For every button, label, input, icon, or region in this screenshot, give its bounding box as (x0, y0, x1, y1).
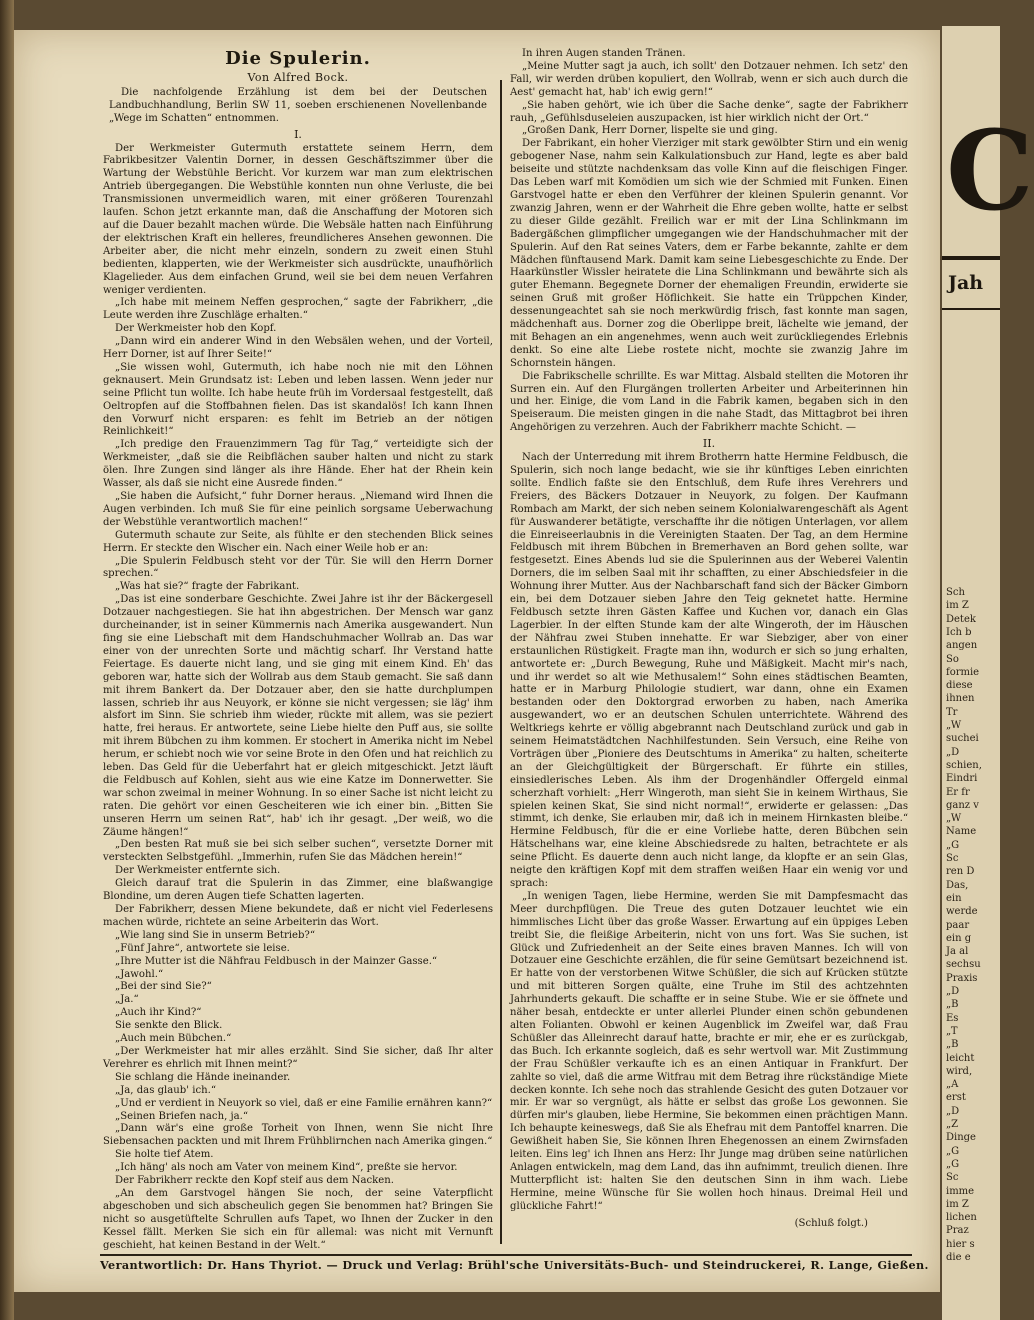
paragraph: „Die Spulerin Feldbusch steht vor der Tür. Sie will den Herrn Dorner sprechen.“ (103, 555, 493, 580)
adjacent-fragment: sechsu (946, 959, 981, 971)
adjacent-fragment: „B (946, 999, 959, 1011)
section-heading-2: II. (702, 437, 716, 451)
paragraph: Die Fabrikschelle schrillte. Es war Mittag. Alsbald stellten die Motoren ihr Surren ein. Auf den Flurgängen trollerten Arbeiter und Arbeiterinnen hin und her. Einige, die vom Land in die Fabrik kamen, begaben sich in den Speiseraum. Die meisten gingen in die nahe Stadt, das Mittagbrot bei ihren Angehörigen zu verzehren. Auch der Fabrikherr machte Schicht. — (510, 370, 908, 434)
footer-rule (100, 1254, 912, 1256)
paragraph: „Wie lang sind Sie in unserm Betrieb?“ (115, 929, 316, 941)
adjacent-masthead-letter: C (946, 106, 1034, 235)
paragraph: „Auch ihr Kind?“ (115, 1007, 202, 1019)
adjacent-fragment: lichen (946, 1212, 977, 1224)
paragraph: „Sie haben gehört, wie ich über die Sache denke“, sagte der Fabrikherr rauh, „Gefühlsduseleien auszupacken, ist hier wirklich nicht der Ort.“ (510, 99, 908, 124)
adjacent-fragment: leicht (946, 1052, 975, 1064)
right-column-body-2 (510, 452, 908, 1213)
column-divider (500, 80, 502, 1244)
paragraph: „Ich habe mit meinem Neffen gesprochen,“ sagte der Fabrikherr, „die Leute werden ihre Zuschläge erhalten.“ (103, 297, 493, 322)
adjacent-fragment: „B (946, 1039, 959, 1051)
adjacent-fragment: werde (946, 906, 978, 918)
adjacent-rule-top (942, 256, 1000, 260)
adjacent-fragment: Es (946, 1012, 959, 1024)
paragraph: „Jawohl.“ (115, 968, 164, 980)
adjacent-fragment: „G (946, 1158, 960, 1170)
imprint-footer: Verantwortlich: Dr. Hans Thyriot. — Druck und Verlag: Brühl'sche Universitäts-Buch- und Steindruckerei, R. Lange, Gießen. (100, 1258, 929, 1272)
paragraph: „Ich häng' als noch am Vater von meinem Kind“, preßte sie hervor. (115, 1162, 458, 1174)
adjacent-fragment: erst (946, 1092, 966, 1104)
adjacent-fragment: Eindri (946, 773, 978, 785)
paragraph: „Dann wird ein anderer Wind in den Websälen wehen, und der Vorteil, Herr Dorner, ist auf Ihrer Seite!“ (103, 336, 493, 361)
adjacent-fragment: Dinge (946, 1132, 976, 1144)
paragraph: „Seinen Briefen nach, ja.“ (115, 1110, 248, 1122)
adjacent-fragment: hier s (946, 1238, 975, 1250)
paragraph: In ihren Augen standen Tränen. (522, 48, 686, 59)
adjacent-fragment: angen (946, 640, 978, 652)
adjacent-fragment: Sch (946, 587, 965, 598)
paragraph: „Fünf Jahre“, antwortete sie leise. (115, 942, 290, 954)
paragraph: „Sie wissen wohl, Gutermuth, ich habe noch nie mit den Löhnen geknausert. Mein Grundsatz ist: Leben und leben lassen. Wenn jeder nur seine Pflicht tun wollte. Ich habe heute früh im Vordersaal festgestellt, daß Oeltropfen auf die Stoffbahnen fielen. Das ist skandalös! Ich kann Ihnen den Vorwurf nicht ersparen: es fehlt im Betrieb an der nötigen Reinlichkeit!“ (103, 361, 493, 438)
paragraph: „Großen Dank, Herr Dorner, lispelte sie und ging. (522, 125, 778, 137)
adjacent-fragment: „G (946, 839, 960, 851)
adjacent-page (942, 26, 1034, 1320)
adjacent-fragment: imme (946, 1185, 975, 1197)
adjacent-fragment: Detek (946, 613, 976, 625)
adjacent-fragment: „W (946, 813, 962, 825)
right-column (510, 48, 908, 1256)
adjacent-fragment: „Z (946, 1119, 959, 1130)
paragraph: „Sie haben die Aufsicht,“ fuhr Dorner heraus. „Niemand wird Ihnen die Augen verbinden. Ich muß Sie für eine peinlich sorgsame Ueberwachung der Webstühle verantwortlich machen!“ (103, 491, 493, 528)
adjacent-fragment: schien, (946, 759, 982, 771)
adjacent-fragment: Das, (946, 879, 969, 891)
adjacent-fragment: Ich b (946, 626, 972, 638)
paragraph: „Was hat sie?“ fragte der Fabrikant. (115, 581, 300, 593)
paragraph: „Auch mein Bübchen.“ (115, 1033, 232, 1045)
paragraph: Gutermuth schaute zur Seite, als fühlte er den stechenden Blick seines Herrn. Er steckte den Wischer ein. Nach einer Weile hob er an: (103, 529, 493, 554)
adjacent-fragment: die e (946, 1252, 971, 1263)
paragraph: „Den besten Rat muß sie bei sich selber suchen“, versetzte Dorner mit versteckten Selbstgefühl. „Immerhin, rufen Sie das Mädchen herein!“ (103, 839, 493, 864)
article-author: Von Alfred Bock. (247, 71, 349, 84)
adjacent-fragment: formie (946, 666, 980, 678)
adjacent-fragment: ganz v (946, 799, 979, 811)
adjacent-fragment: Ja al (946, 946, 969, 958)
adjacent-fragment: „G (946, 1145, 960, 1157)
article-intro: Die nachfolgende Erzählung ist dem bei der Deutschen Landbuchhandlung, Berlin SW 11, soeben erschienenen Novellenbande „Wege im Schatten“ entnommen. (109, 86, 487, 124)
left-column (103, 48, 493, 1256)
adjacent-rule-bottom (942, 308, 1000, 310)
adjacent-fragment: Er fr (946, 786, 970, 798)
adjacent-fragment: Tr (946, 706, 958, 718)
adjacent-fragment: „T (946, 1025, 958, 1037)
paragraph: „In wenigen Tagen, liebe Hermine, werden Sie mit Dampfesmacht das Meer durchpflügen. Die Treue des guten Dotzauer leuchtet wie ein himmlisches Licht über das große Wasser. Erwartung auf ein üppiges Leben treibt Sie, die fleißige Arbeiterin, nicht von uns fort. Was Sie suchen, ist Glück und Zufriedenheit an der Seite eines braven Mannes. Ich will von Dotzauer eine Geschichte erzählen, die für seine Gemütsart bezeichnend ist. Er hatte von der verstorbenen Witwe Schüßler, die sich auf Krücken stützte und mit bitteren Sorgen quälte, eine Truhe im Stil des achtzehnten Jahrhunderts gekauft. Die schaffte er in seine Stube. Wie er sie öffnete und näher besah, entdeckte er unter allerlei Plunder einen schön gebundenen alten Folianten. Obwohl er keinen Augenblick im Zweifel war, daß Frau Schüßler das Alleinrecht darauf hatte, brachte er mir, ehe er es zurückgab, das Buch. Ich erkannte sogleich, daß es sehr wertvoll war. Mit Zustimmung der Frau Schüßler verkaufte ich es an einen Antiquar in Frankfurt. Der zahlte so viel, daß die arme Witfrau mit dem Betrag ihre rückständige Miete decken konnte. Ich sehe noch das strahlende Gesicht des guten Dotzauer vor mir. Er war so vergnügt, als hätte er selbst das große Los gewonnen. Sie dürfen mir's glauben, liebe Hermine, Sie bekommen einen prächtigen Mann. Ich behaupte keineswegs, daß Sie als Ehefrau mit dem Pantoffel knarren. Die Gewißheit haben Sie, Sie können Ihren Ehegenossen an einem Zwirnsfaden leiten. Eins leg' ich Ihnen ans Herz: Ihr Junge mag drüben seine natürlichen Anlagen entwickeln, mag dem Land, das ihn aufnimmt, treulich dienen. Ihre Mutterpflicht ist: halten Sie den deutschen Sinn in ihm wach. Liebe Hermine, meine Wünsche für Sie wollen hoch hinaus. Dreimal Heil und glückliche Fahrt!“ (510, 890, 908, 1212)
adjacent-fragment: „D (946, 986, 960, 997)
paragraph: Der Werkmeister entfernte sich. (115, 865, 281, 877)
paragraph: „Dann wär's eine große Torheit von Ihnen, wenn Sie nicht Ihre Siebensachen packten und mit Ihrem Frühblirnchen nach Amerika gingen.“ (103, 1123, 493, 1148)
right-column-body-1 (510, 48, 908, 435)
paragraph: Gleich darauf trat die Spulerin in das Zimmer, eine blaßwangige Blondine, um deren Augen tiefe Schatten lagerten. (103, 878, 493, 903)
paragraph: „Der Werkmeister hat mir alles erzählt. Sind Sie sicher, daß Ihr alter Verehrer es ehrlich mit Ihnen meint?“ (103, 1045, 493, 1070)
paragraph: „Und er verdient in Neuyork so viel, daß er eine Familie ernähren kann?“ (115, 1097, 493, 1109)
paragraph: „Meine Mutter sagt ja auch, ich sollt' den Dotzauer nehmen. Ich setz' den Fall, wir werden drüben kopuliert, den Wollrab, wenn er sich auch durch die Aest' gemacht hat, hab' ich ewig gern!“ (510, 60, 908, 98)
paragraph: Sie holte tief Atem. (115, 1149, 214, 1161)
book-fold (0, 0, 14, 1320)
adjacent-fragment: ren D (946, 866, 975, 878)
continued-note: (Schluß folgt.) (794, 1217, 868, 1229)
section-heading-1: I. (294, 127, 302, 141)
adjacent-fragment: paar (946, 919, 970, 931)
adjacent-fragment: im Z (946, 1198, 969, 1210)
paragraph: Sie senkte den Blick. (115, 1020, 223, 1032)
adjacent-fragment: So (946, 653, 959, 665)
adjacent-fragment: Name (946, 826, 977, 838)
adjacent-fragment: ein g (946, 932, 972, 944)
paragraph: Nach der Unterredung mit ihrem Brotherrn hatte Hermine Feldbusch, die Spulerin, sich noch lange bedacht, wie sie ihr künftiges Leben einrichten sollte. Endlich faßte sie den Entschluß, dem Rufe ihres Verehrers und Freiers, des Bäckers Dotzauer in Neuyork, zu folgen. Der Kaufmann Rombach am Markt, der sich neben seinem Kolonialwarengeschäft als Agent für Auswanderer betätigte, verschaffte ihr die nötigen Unterlagen, vor allem die Einreiseerlaubnis in die Vereinigten Staaten. Der Tag, an dem Hermine Feldbusch mit ihrem Bübchen in Bremerhaven an Bord gehen sollte, war festgesetzt. Eines Abends lud sie die Spulerinnen aus der Weberei Valentin Dorners, die im selben Saal mit ihr schafften, zu einer Abschiedsfeier in die Wohnung ihrer Mutter. Aus der Nachbarschaft fand sich der Bäcker Gimborn ein, bei dem Dotzauer sieben Jahre den Teig geknetet hatte. Hermine Feldbusch setzte ihren Gästen Kaffee und Kuchen vor, danach ein Glas Lagerbier. In der elften Stunde kam der alte Wingeroth, der im Häuschen der Nähfrau zwei Stuben innehatte. Er war Siebziger, aber von einer erstaunlichen Rüstigkeit. Fragte man ihn, wodurch er sich so jung erhalten, antwortete er: „Durch Bewegung, Ruhe und Mäßigkeit. Macht mir's nach, und ihr werdet so alt wie Methusalem!“ Sohn eines städtischen Beamten, hatte er in Marburg Philologie studiert, war dann, ohne ein Examen bestanden oder den Doktorgrad erworben zu haben, nach Amerika ausgewandert, wo er an deutschen Schulen unterrichtete. Während des Weltkriegs kehrte er völlig abgebrannt nach Deutschland zurück und gab in seinem Heimatstädtchen Nachhilfestunden. Sein Versuch, eine Reihe von Vorträgen über „Pioniere des Deutschtums in Amerika“ zu halten, scheiterte an der Gleichgültigkeit der Bürgerschaft. Er führte ein stilles, einsiedlerisches Leben. Als ihm der Drogenhändler Offergeld einmal scherzhaft vorhielt: „Herr Wingeroth, man sieht Sie in keinem Wirthaus, Sie spielen keinen Skat, Sie sind nicht normal!“, erwiderte er gelassen: „Das stimmt, ich denke, Sie erlauben mir, daß ich in meinem Hirnkasten bleibe.“ Hermine Feldbusch, für die er eine Vorliebe hatte, deren Bübchen sein Hätschelhans war, eine kleine Abschiedsrede zu halten, betrachtete er als seine Pflicht. Es dauerte denn auch nicht lange, da klopfte er an sein Glas, neigte den kräftigen Kopf mit dem straffen weißen Haar ein wenig vor und sprach: (510, 452, 908, 889)
adjacent-fragment: wird, (946, 1065, 973, 1077)
paragraph: „Ich predige den Frauenzimmern Tag für Tag,“ verteidigte sich der Werkmeister, „daß sie die Reibflächen sauber halten und nicht zu stark ölen. Ihre Zungen sind länger als ihre Hände. Eher hat der Rhein kein Wasser, als daß sie nicht eine Ausrede finden.“ (103, 439, 493, 490)
adjacent-fragment: ein (946, 892, 962, 904)
article-title: Die Spulerin. (225, 48, 371, 69)
paragraph: „Das ist eine sonderbare Geschichte. Zwei Jahre ist ihr der Bäckergesell Dotzauer nachgestiegen. Sie hat ihn abgestrichen. Der Mensch war ganz durcheinander, ist in seiner Kümmernis nach Amerika ausgewandert. Nun fing sie eine Liebschaft mit dem Handschuhmacher Wollrab an. Das war einer von der unrechten Sorte und mächtig scharf. Ihr Verstand hatte Feiertage. Es dauerte nicht lang, und sie ging mit einem Kind. Eh' das geboren war, hatte sich der Wollrab aus dem Staub gemacht. Sie saß dann mit ihrem Bankert da. Der Dotzauer aber, den sie hatte durchplumpen lassen, schrieb ihr aus Neuyork, er könne sie nicht vergessen; sie läg' ihm alsfort im Sinn. Sie schrieb ihm wieder, rückte mit allem, was sie peziert hatte, frei heraus. Er antwortete, seine Liebe hielte den Puff aus, sie sollte mit ihrem Bübchen zu ihm kommen. Er stochert in Amerika nicht im Nebel herum, er schiebt noch wie vor seine Brote in den Ofen und hat reichlich zu leben. Das Geld für die Ueberfahrt hat er gleich mitgeschickt. Jetzt läuft die Feldbusch auf Kohlen, sieht aus wie eine Katze im Donnerwetter. Sie war schon zweimal in meiner Wohnung. In so einer Sache ist nicht leicht zu raten. Die gehört vor einen Gescheiteren wie ich einer bin. „Bitten Sie unseren Herrn um seinen Rat“, hab' ich ihr gesagt. „Der weiß, wo die Zäume hängen!“ (103, 594, 493, 838)
adjacent-fragment: ihnen (946, 693, 975, 705)
adjacent-header-word: Jah (948, 272, 984, 294)
paragraph: „An dem Garstvogel hängen Sie noch, der seine Vaterpflicht abgeschoben und sich abscheulich gegen Sie benommen hat? Bringen Sie nicht so ausgetüftelte Schrullen aufs Tapet, wo Ihnen der Zucker in den Kessel fällt. Merken Sie sich ein für allemal: was nicht mit Vernunft geschieht, hat keinen Bestand in der Welt.“ (103, 1187, 493, 1251)
paragraph: „Ja, das glaub' ich.“ (115, 1084, 216, 1096)
adjacent-fragment: suchei (946, 733, 979, 745)
paragraph: Der Werkmeister hob den Kopf. (115, 323, 277, 335)
adjacent-fragment: Praxis (946, 972, 978, 984)
adjacent-fragment: „W (946, 720, 962, 731)
adjacent-fragment: diese (946, 680, 973, 692)
paragraph: Der Werkmeister Gutermuth erstattete seinem Herrn, dem Fabrikbesitzer Valentin Dorner, in dessen Geschäftszimmer über die Wartung der Webstühle Bericht. Vor kurzem war man zum elektrischen Antrieb übergegangen. Die Webstühle konnten nun ohne Verluste, die bei Transmissionen unvermeidlich waren, mit einer größeren Tourenzahl laufen. Schon jetzt erkannte man, daß die Anschaffung der Motoren sich auf die Dauer bezahlt machen würde. Die Websäle hatten nach Einführung der elektrischen Kraft ein helleres, freundlicheres Ansehen gewonnen. Die Arbeiter aber, die nicht mehr einzeln, sondern zu zweit einen Stuhl bedienten, klapperten, wie der Werkmeister sich ausdrückte, unaufhörlich Klagelieder. Aus dem einfachen Grund, weil sie bei dem neuen Verfahren weniger verdienten. (103, 142, 493, 296)
paragraph: Der Fabrikherr, dessen Miene bekundete, daß er nicht viel Federlesens machen würde, richtete an seine Arbeiterin das Wort. (103, 904, 493, 928)
adjacent-fragment: „A (946, 1079, 959, 1091)
paragraph: „Bei der sind Sie?“ (115, 981, 212, 993)
paragraph: Sie schlang die Hände ineinander. (115, 1071, 291, 1083)
paragraph: „Ja.“ (115, 994, 139, 1006)
adjacent-fragment: „D (946, 1105, 960, 1117)
adjacent-fragment: Praz (946, 1225, 969, 1237)
adjacent-fragment: Sc (946, 1172, 959, 1184)
adjacent-fragment: Sc (946, 853, 959, 864)
adjacent-fragment: im Z (946, 600, 969, 612)
paragraph: „Ihre Mutter ist die Nähfrau Feldbusch in der Mainzer Gasse.“ (115, 955, 438, 967)
paragraph: Der Fabrikant, ein hoher Vierziger mit stark gewölbter Stirn und ein wenig gebogener Nase, nahm sein Kalkulationsbuch zur Hand, legte es aber bald beiseite und stützte nachdenksam das volle Kinn auf die fleischigen Finger. Das Leben warf mit Komödien um sich wie der Schmied mit Funken. Einen Garstvogel hatte er eben den Verführer der kleinen Spulerin genannt. Vor zwanzig Jahren, wenn er der Wahrheit die Ehre geben wollte, hatte er selbst zu dieser Gilde gezählt. Freilich war er mit der Lina Schlinkmann im Badergäßchen glimpflicher umgegangen wie der Handschuhmacher mit der Spulerin. Auf den Rat seines Vaters, dem er Farbe bekannte, zahlte er dem Mädchen fünftausend Mark. Damit kam seine Liebesgeschichte zu Ende. Der Haarkünstler Wissler heiratete die Lina Schlinkmann und bewährte sich als guter Ehemann. Begegnete Dorner der ehemaligen Freundin, erwiderte sie seinen Gruß mit großer Höflichkeit. Sie hatte ein Trüppchen Kinder, dessenungeachtet sah sie noch merkwürdig frisch, fast konnte man sagen, mädchenhaft aus. Dorner zog die Oberlippe breit, lächelte wie jemand, der mit Behagen an ein angenehmes, wenn auch weit zurückliegendes Erlebnis denkt. So eine alte Liebe rostete nicht, mochte sie zwanzig Jahre im Schornstein hängen. (510, 138, 908, 369)
adjacent-fragment: „D (946, 746, 960, 758)
paragraph: Der Fabrikherr reckte den Kopf steif aus dem Nacken. (115, 1175, 394, 1187)
left-column-body (103, 143, 493, 1253)
